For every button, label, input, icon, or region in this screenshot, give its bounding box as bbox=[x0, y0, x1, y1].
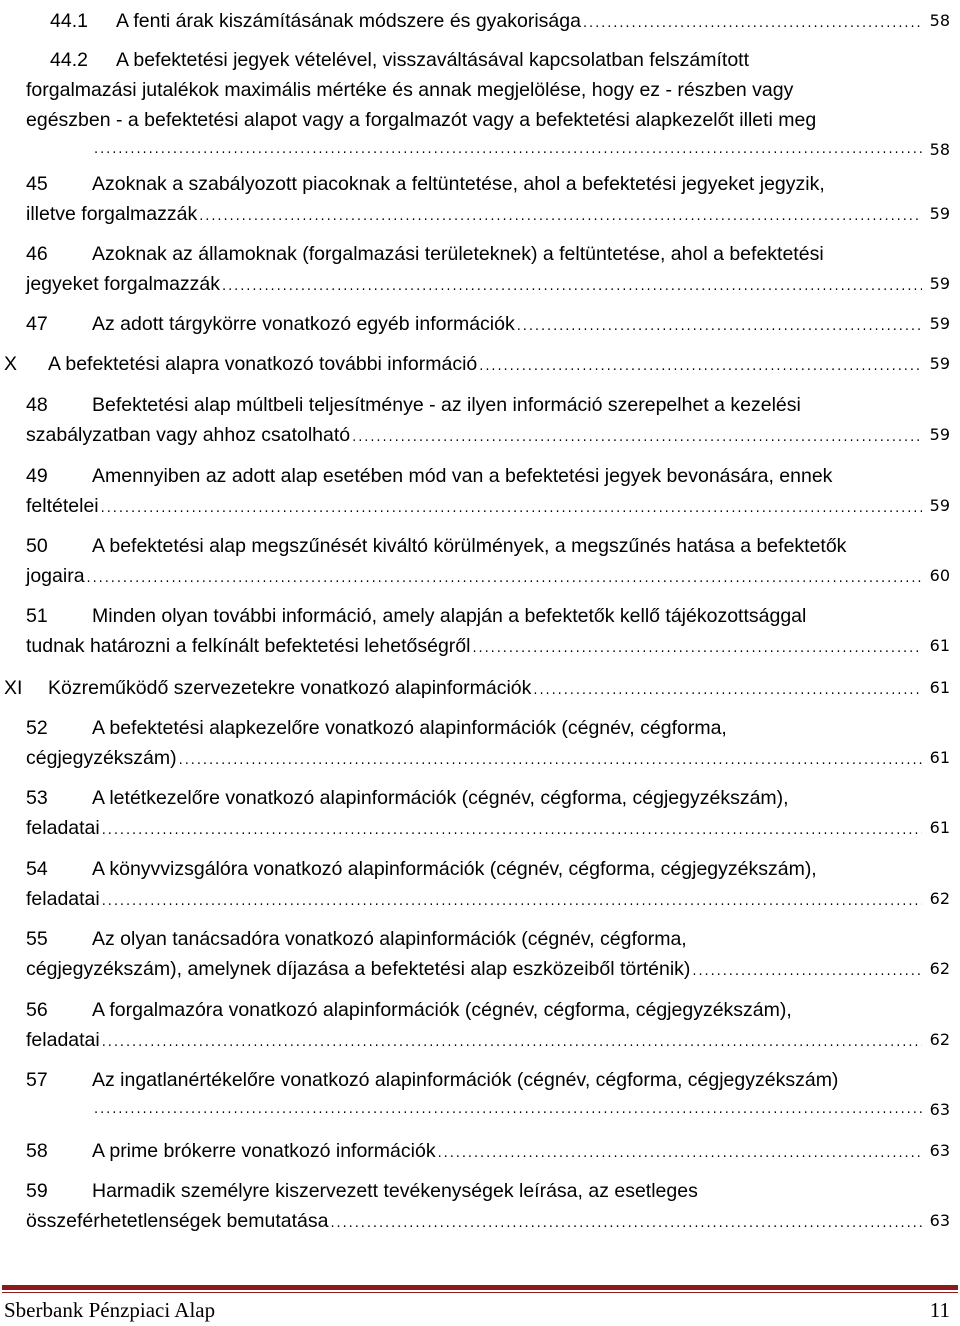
dot-leader bbox=[222, 274, 922, 300]
toc-entry-text: illetve forgalmazzák bbox=[26, 203, 198, 225]
toc-entry-text: feltételei bbox=[26, 495, 99, 517]
toc-page-number: 59 bbox=[929, 204, 950, 223]
toc-entry-number: XI bbox=[4, 677, 23, 699]
toc-entry-text: A befektetési jegyek vételével, visszaváltásával kapcsolatban felszámított bbox=[116, 49, 749, 71]
toc-page-number: 61 bbox=[929, 748, 950, 767]
dot-leader bbox=[179, 748, 922, 774]
dot-leader bbox=[94, 137, 922, 163]
toc-entry-text: Az ingatlanértékelőre vonatkozó alapinformációk (cégnév, cégforma, cégjegyzékszám) bbox=[92, 1069, 839, 1091]
dot-leader bbox=[102, 1030, 922, 1056]
dot-leader bbox=[533, 678, 922, 704]
toc-entry-text: A prime brókerre vonatkozó információk bbox=[92, 1140, 436, 1162]
toc-entry-text: A befektetési alapra vonatkozó további információ bbox=[48, 353, 478, 375]
toc-entry-text: összeférhetetlenségek bemutatása bbox=[26, 1210, 329, 1232]
toc-entry-number: 53 bbox=[26, 787, 48, 809]
toc-entry-text: Azoknak az államoknak (forgalmazási területeknek) a feltüntetése, ahol a befektetési bbox=[92, 243, 824, 265]
toc-page-number: 60 bbox=[929, 566, 950, 585]
toc-entry-text: Azoknak a szabályozott piacoknak a feltüntetése, ahol a befektetési jegyeket jegyzik, bbox=[92, 173, 825, 195]
toc-entry-number: 52 bbox=[26, 717, 48, 739]
toc-page-number: 61 bbox=[929, 636, 950, 655]
toc-entry-text: Az adott tárgykörre vonatkozó egyéb információk bbox=[92, 313, 515, 335]
toc-entry-text: A befektetési alap megszűnését kiváltó körülmények, a megszűnés hatása a befektetők bbox=[92, 535, 847, 557]
footer-title: Sberbank Pénzpiaci Alap bbox=[4, 1298, 216, 1322]
toc-entry-text: tudnak határozni a felkínált befektetési lehetőségről bbox=[26, 635, 471, 657]
toc-entry-text: Harmadik személyre kiszervezett tevékenységek leírása, az esetleges bbox=[92, 1180, 698, 1202]
toc-page-number: 59 bbox=[929, 354, 950, 373]
toc-page-number: 63 bbox=[929, 1211, 950, 1230]
dot-leader bbox=[583, 11, 922, 37]
toc-page-number: 62 bbox=[929, 889, 950, 908]
footer-rule bbox=[2, 1285, 958, 1290]
toc-entry-text: Amennyiben az adott alap esetében mód van a befektetési jegyek bevonására, ennek bbox=[92, 465, 833, 487]
toc-page-number: 63 bbox=[929, 1100, 950, 1119]
toc-entry-number: 56 bbox=[26, 999, 48, 1021]
toc-entry-number: 50 bbox=[26, 535, 48, 557]
toc-entry-number: 49 bbox=[26, 465, 48, 487]
toc-page-number: 59 bbox=[929, 496, 950, 515]
dot-leader bbox=[472, 636, 922, 662]
dot-leader bbox=[87, 566, 922, 592]
toc-entry-text: A könyvvizsgálóra vonatkozó alapinformációk (cégnév, cégforma, cégjegyzékszám), bbox=[92, 858, 817, 880]
toc-entry-number: 58 bbox=[26, 1140, 48, 1162]
dot-leader bbox=[199, 204, 922, 230]
toc-entry-text: A forgalmazóra vonatkozó alapinformációk (cégnév, cégforma, cégjegyzékszám), bbox=[92, 999, 792, 1021]
dot-leader bbox=[101, 496, 922, 522]
dot-leader bbox=[517, 314, 922, 340]
toc-entry-number: 55 bbox=[26, 928, 48, 950]
dot-leader bbox=[438, 1141, 922, 1167]
dot-leader bbox=[479, 354, 922, 380]
toc-entry-number: 57 bbox=[26, 1069, 48, 1091]
toc-entry-text: A befektetési alapkezelőre vonatkozó alapinformációk (cégnév, cégforma, bbox=[92, 717, 727, 739]
toc-entry-text: Közreműködő szervezetekre vonatkozó alapinformációk bbox=[48, 677, 532, 699]
toc-entry-number: 54 bbox=[26, 858, 48, 880]
toc-entry-text: forgalmazási jutalékok maximális mértéke és annak megjelölése, hogy ez - részben vagy bbox=[26, 79, 794, 101]
toc-entry-text: jegyeket forgalmazzák bbox=[26, 273, 221, 295]
toc-entry-number: 48 bbox=[26, 394, 48, 416]
toc-entry-number: 59 bbox=[26, 1180, 48, 1202]
toc-entry-text: Befektetési alap múltbeli teljesítménye - az ilyen információ szerepelhet a kezelési bbox=[92, 394, 801, 416]
toc-entry-text: A letétkezelőre vonatkozó alapinformációk (cégnév, cégforma, cégjegyzékszám), bbox=[92, 787, 789, 809]
toc-page-number: 58 bbox=[929, 11, 950, 30]
toc-entry-number: 44.1 bbox=[50, 10, 88, 32]
toc-page-number: 61 bbox=[929, 678, 950, 697]
toc-page-number: 59 bbox=[929, 314, 950, 333]
dot-leader bbox=[352, 425, 922, 451]
dot-leader bbox=[692, 959, 922, 985]
toc-page-number: 59 bbox=[929, 274, 950, 293]
toc-page-number: 61 bbox=[929, 818, 950, 837]
toc-entry-number: X bbox=[4, 353, 18, 375]
toc-page-number: 62 bbox=[929, 959, 950, 978]
page-number: 11 bbox=[929, 1298, 950, 1322]
toc-entry-text: A fenti árak kiszámításának módszere és gyakorisága bbox=[116, 10, 581, 32]
toc-entry-number: 47 bbox=[26, 313, 48, 335]
toc-entry-text: feladatai bbox=[26, 817, 100, 839]
toc-entry-text: Minden olyan további információ, amely alapján a befektetők kellő tájékozottsággal bbox=[92, 605, 807, 627]
toc-entry-text: feladatai bbox=[26, 1029, 100, 1051]
toc-entry-text: jogaira bbox=[26, 565, 85, 587]
toc-page-number: 62 bbox=[929, 1030, 950, 1049]
toc-entry-text: Az olyan tanácsadóra vonatkozó alapinformációk (cégnév, cégforma, bbox=[92, 928, 687, 950]
footer-rule-thin bbox=[2, 1292, 958, 1293]
dot-leader bbox=[102, 889, 922, 915]
toc-entry-text: feladatai bbox=[26, 888, 100, 910]
toc-page-number: 59 bbox=[929, 425, 950, 444]
toc-page-number: 63 bbox=[929, 1141, 950, 1160]
toc-entry-text: szabályzatban vagy ahhoz csatolható bbox=[26, 424, 351, 446]
dot-leader bbox=[330, 1211, 922, 1237]
toc-entry-number: 51 bbox=[26, 605, 48, 627]
dot-leader bbox=[94, 1097, 922, 1123]
toc-entry-text: egészben - a befektetési alapot vagy a forgalmazót vagy a befektetési alapkezelőt illeti meg bbox=[26, 109, 817, 131]
toc-entry-text: cégjegyzékszám) bbox=[26, 747, 177, 769]
dot-leader bbox=[102, 818, 922, 844]
toc-entry-number: 45 bbox=[26, 173, 48, 195]
toc-page-number: 58 bbox=[929, 140, 950, 159]
toc-entry-text: cégjegyzékszám), amelynek díjazása a befektetési alap eszközeiből történik) bbox=[26, 958, 691, 980]
toc-entry-number: 44.2 bbox=[50, 49, 88, 71]
toc-entry-number: 46 bbox=[26, 243, 48, 265]
